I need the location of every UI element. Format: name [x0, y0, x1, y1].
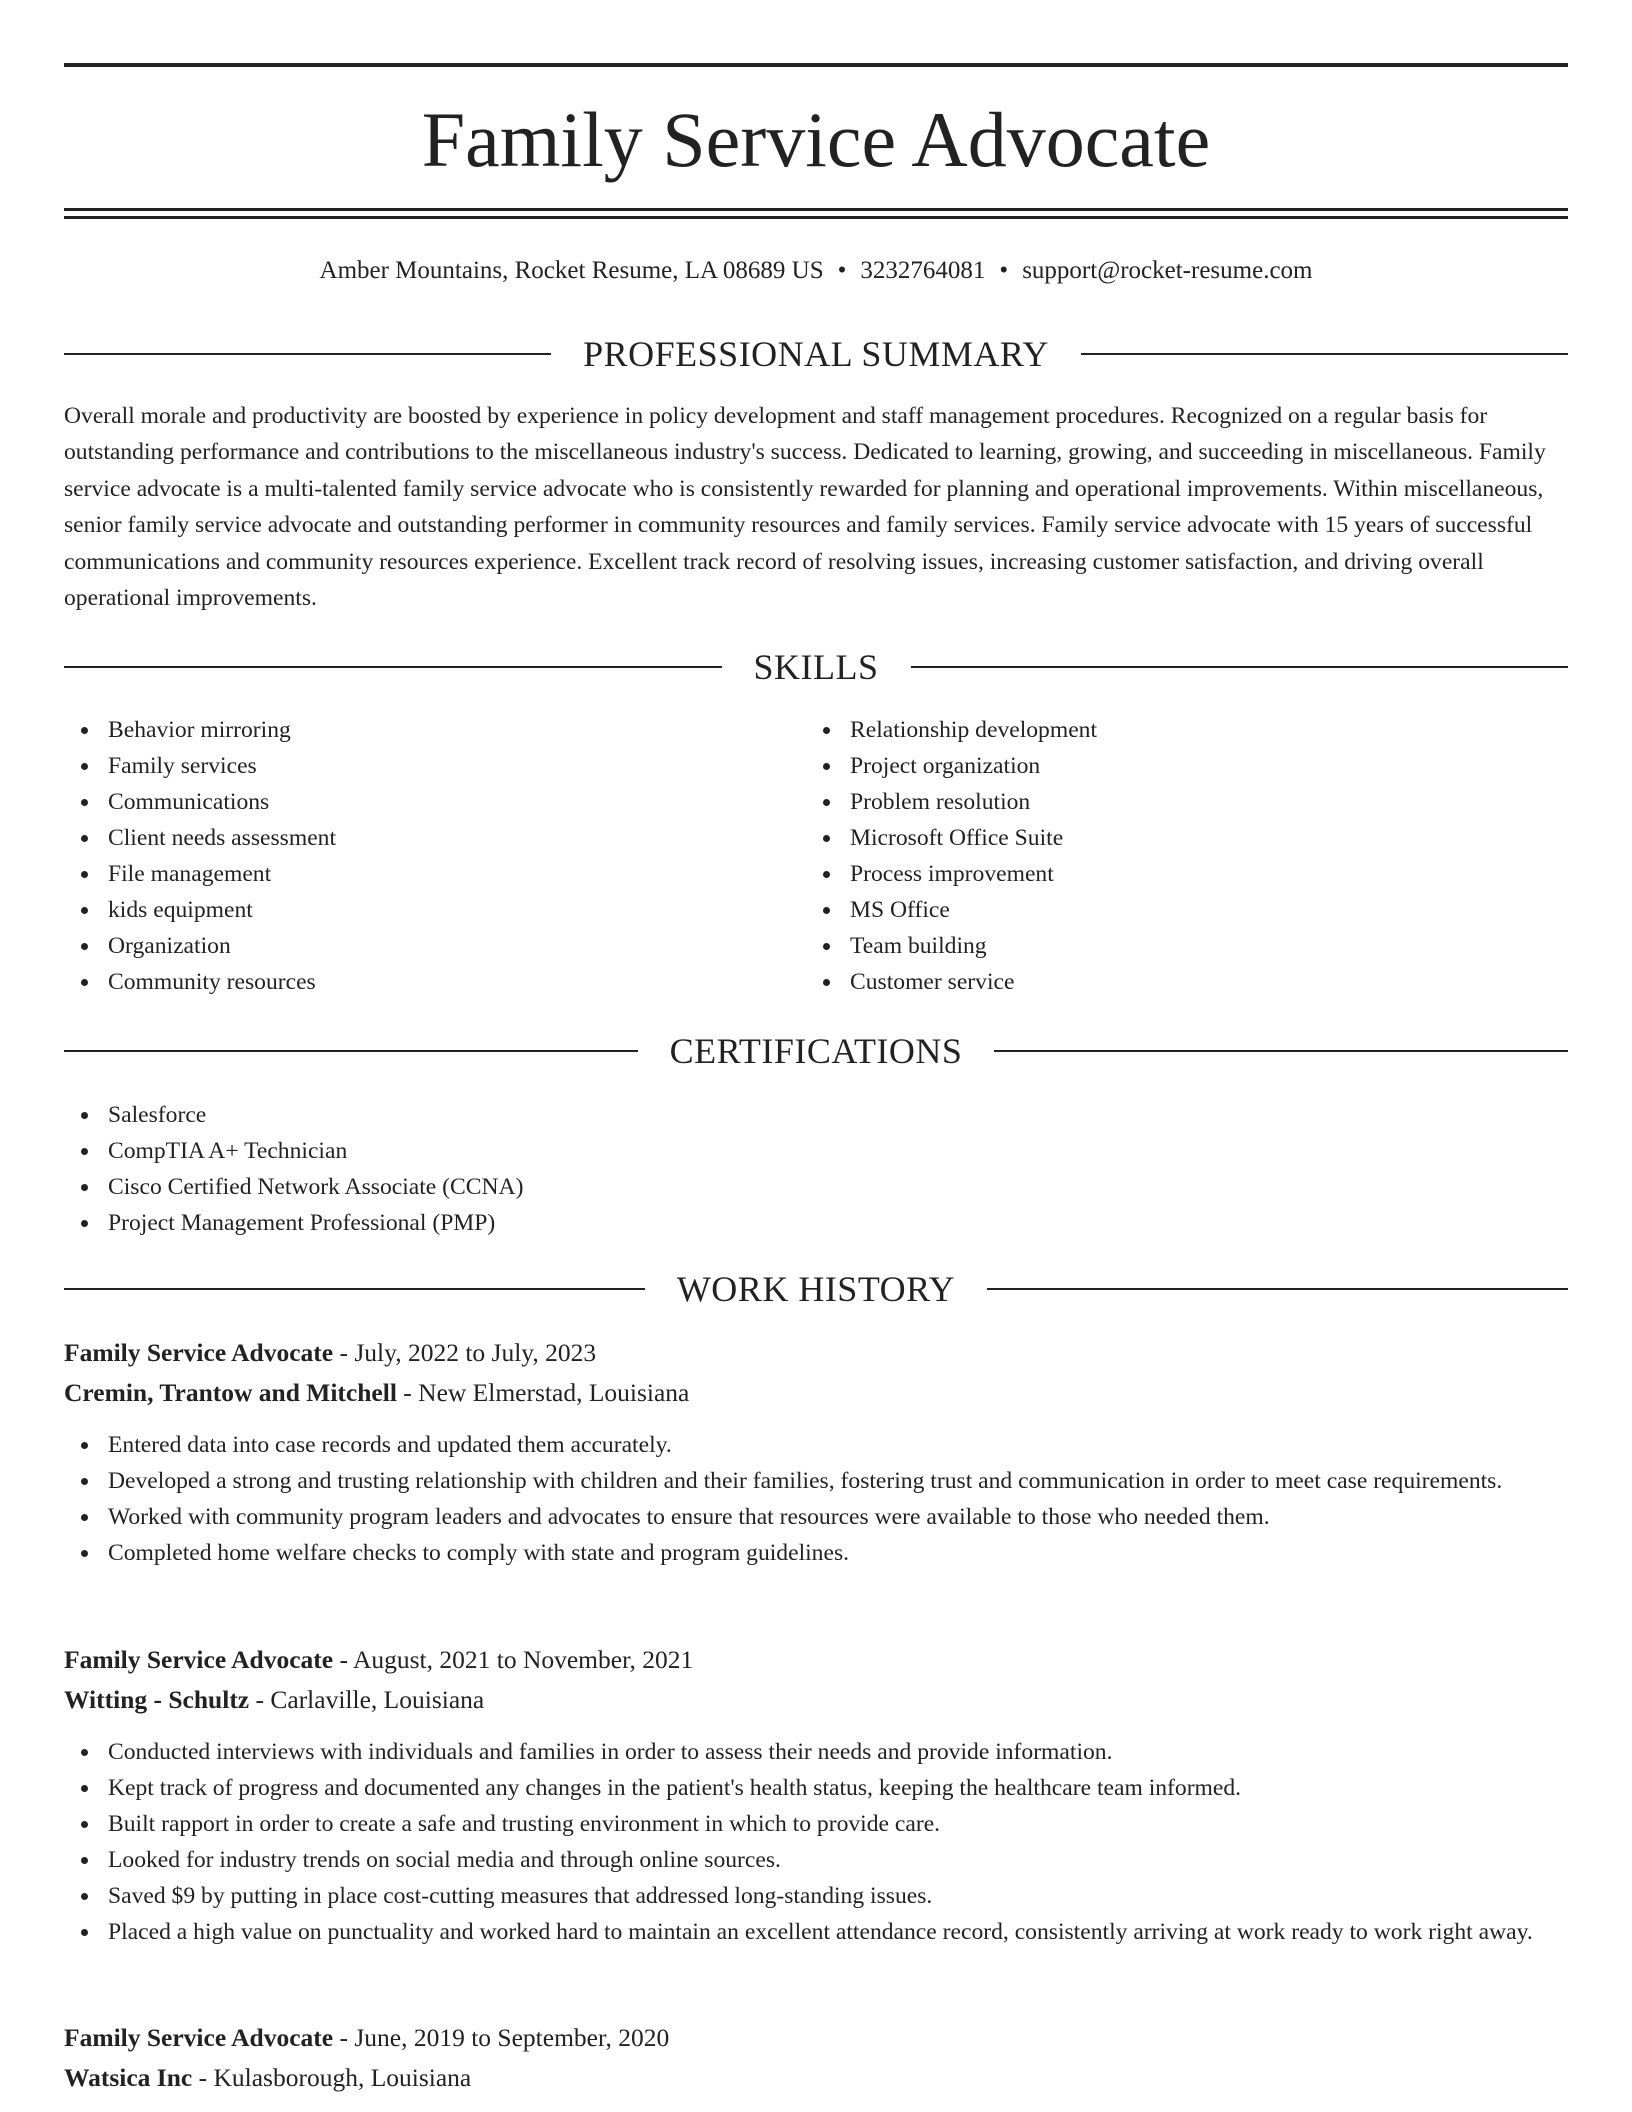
- certification-item: Project Management Professional (PMP): [64, 1205, 964, 1241]
- skill-item: Relationship development: [806, 712, 1506, 748]
- job-company-line: [64, 1680, 1568, 1720]
- section-title: PROFESSIONAL SUMMARY: [583, 334, 1049, 374]
- job-bullet-list: [64, 1427, 1568, 1571]
- skills-left-column: [64, 712, 764, 1000]
- certification-item: Salesforce: [64, 1097, 964, 1133]
- job-dates: - August, 2021 to November, 2021: [333, 1645, 694, 1674]
- skill-item: Microsoft Office Suite: [806, 820, 1506, 856]
- job-company-line: [64, 2058, 1568, 2098]
- contact-separator: •: [999, 257, 1009, 284]
- skill-item: Client needs assessment: [64, 820, 764, 856]
- skill-item: Community resources: [64, 964, 764, 1000]
- job-company: Witting - Schultz: [64, 1685, 250, 1714]
- skill-item: Problem resolution: [806, 784, 1506, 820]
- certification-item: Cisco Certified Network Associate (CCNA): [64, 1169, 964, 1205]
- job-title: Family Service Advocate: [64, 1645, 334, 1674]
- section-title: CERTIFICATIONS: [669, 1031, 963, 1071]
- heading-line-right: [994, 1050, 1568, 1052]
- job-location: - New Elmerstad, Louisiana: [396, 1378, 690, 1407]
- job-company: Cremin, Trantow and Mitchell: [64, 1378, 397, 1407]
- job-location: - Carlaville, Louisiana: [249, 1685, 485, 1714]
- heading-line-left: [64, 666, 722, 668]
- contact-line: [0, 254, 1632, 288]
- job-title-line: [64, 1640, 1568, 1680]
- heading-line-left: [64, 1050, 638, 1052]
- job-title-line: [64, 2018, 1568, 2058]
- job-location: - Kulasborough, Louisiana: [192, 2063, 472, 2092]
- header-double-rule-upper: [64, 208, 1568, 211]
- work-history-heading: [64, 1267, 1568, 1311]
- job-entry-2: [64, 1640, 1568, 1950]
- contact-email: support@rocket-resume.com: [1022, 257, 1313, 284]
- contact-address: Amber Mountains, Rocket Resume, LA 08689 US: [319, 257, 824, 284]
- job-entry-1: [64, 1333, 1568, 1571]
- header-top-rule: [64, 63, 1568, 67]
- job-title: Family Service Advocate: [64, 1338, 334, 1367]
- job-bullet: Placed a high value on punctuality and worked hard to maintain an excellent attendance record, consistently arriving at work ready to work right away.: [64, 1914, 1568, 1950]
- job-company-line: [64, 1373, 1568, 1413]
- summary-text: Overall morale and productivity are boosted by experience in policy development and staff management procedures. Recognized on a regular basis for outstanding performance and contributions to the miscellaneous industry's success. Dedicated to learning, growing, and succeeding in miscellaneous. Family service advocate is a multi-talented family service advocate who is consistently rewarded for planning and operational improvements. Within miscellaneous, senior family service advocate and outstanding performer in community resources and family services. Family service advocate with 15 years of successful communications and community resources experience. Excellent track record of resolving issues, increasing customer satisfaction, and driving overall operational improvements.: [64, 403, 1546, 612]
- job-bullet: Kept track of progress and documented any changes in the patient's health status, keeping the healthcare team informed.: [64, 1770, 1568, 1806]
- certifications-heading: [64, 1029, 1568, 1073]
- skill-item: Communications: [64, 784, 764, 820]
- job-bullet: Conducted interviews with individuals and families in order to assess their needs and provide information.: [64, 1734, 1568, 1770]
- skill-item: Organization: [64, 928, 764, 964]
- section-title: WORK HISTORY: [676, 1269, 956, 1309]
- job-bullet: Completed home welfare checks to comply with state and program guidelines.: [64, 1535, 1568, 1571]
- heading-line-right: [1081, 353, 1568, 355]
- job-dates: - July, 2022 to July, 2023: [333, 1338, 597, 1367]
- job-bullet: Worked with community program leaders and advocates to ensure that resources were available to those who needed them.: [64, 1499, 1568, 1535]
- skill-item: Behavior mirroring: [64, 712, 764, 748]
- resume-title: Family Service Advocate: [421, 96, 1211, 183]
- job-title-line: [64, 1333, 1568, 1373]
- contact-separator: •: [837, 257, 847, 284]
- job-bullet: Developed a strong and trusting relationship with children and their families, fostering trust and communication in order to meet case requirements.: [64, 1463, 1568, 1499]
- job-dates: - June, 2019 to September, 2020: [333, 2023, 670, 2052]
- job-bullet-list: [64, 1734, 1568, 1950]
- summary-heading: [64, 332, 1568, 376]
- heading-line-right: [987, 1288, 1568, 1290]
- job-title: Family Service Advocate: [64, 2023, 334, 2052]
- skills-right-column: [806, 712, 1506, 1000]
- header-double-rule-lower: [64, 216, 1568, 219]
- skill-item: Family services: [64, 748, 764, 784]
- skill-item: File management: [64, 856, 764, 892]
- certifications-list: [64, 1097, 964, 1241]
- skills-heading: [64, 645, 1568, 689]
- job-bullet: Entered data into case records and updated them accurately.: [64, 1427, 1568, 1463]
- job-company: Watsica Inc: [64, 2063, 193, 2092]
- heading-line-left: [64, 1288, 645, 1290]
- job-bullet: Saved $9 by putting in place cost-cutting measures that addressed long-standing issues.: [64, 1878, 1568, 1914]
- certification-item: CompTIA A+ Technician: [64, 1133, 964, 1169]
- skill-item: MS Office: [806, 892, 1506, 928]
- job-entry-3: [64, 2018, 1568, 2098]
- job-bullet: Looked for industry trends on social media and through online sources.: [64, 1842, 1568, 1878]
- section-title: SKILLS: [753, 647, 879, 687]
- skill-item: Project organization: [806, 748, 1506, 784]
- skill-item: Customer service: [806, 964, 1506, 1000]
- skill-item: Process improvement: [806, 856, 1506, 892]
- skill-item: Team building: [806, 928, 1506, 964]
- heading-line-right: [911, 666, 1569, 668]
- contact-phone: 3232764081: [860, 257, 986, 284]
- heading-line-left: [64, 353, 551, 355]
- skill-item: kids equipment: [64, 892, 764, 928]
- job-bullet: Built rapport in order to create a safe and trusting environment in which to provide care.: [64, 1806, 1568, 1842]
